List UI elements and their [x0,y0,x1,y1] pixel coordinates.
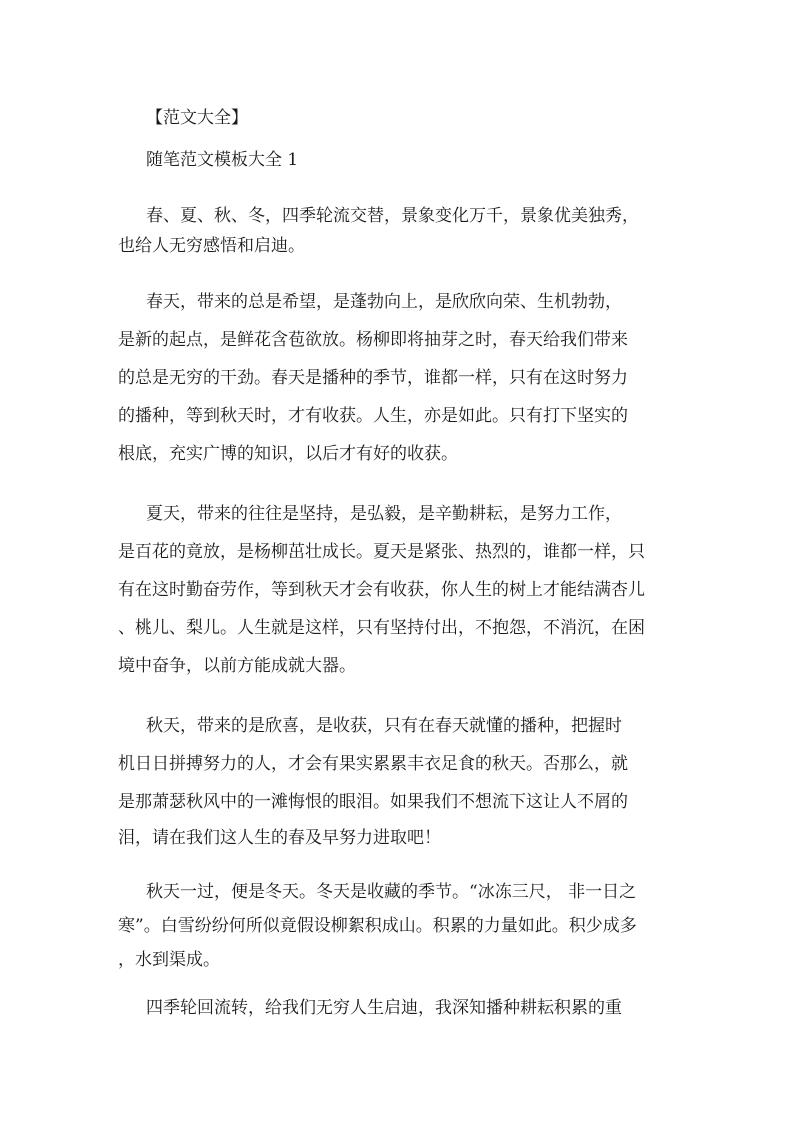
paragraph-1-line-2: 也给人无穷感悟和启迪。 [118,236,305,256]
paragraph-2-line-4: 的播种，等到秋天时，才有收获。人生，亦是如此。只有打下坚实的 [118,406,628,426]
paragraph-2-line-2: 是新的起点，是鲜花含苞欲放。杨柳即将抽芽之时，春天给我们带来 [118,330,628,350]
paragraph-3-line-5: 境中奋争，以前方能成就大器。 [118,656,356,676]
document-header: 【范文大全】 [146,108,248,128]
paragraph-3-line-3: 有在这时勤奋劳作，等到秋天才会有收获，你人生的树上才能结满杏儿 [118,580,645,600]
document-title: 随笔范文模板大全 1 [146,150,299,170]
paragraph-4-line-1: 秋天，带来的是欣喜，是收获，只有在春天就懂的播种，把握时 [146,716,622,736]
paragraph-2-line-1: 春天，带来的总是希望，是蓬勃向上，是欣欣向荣、生机勃勃， [146,292,622,312]
paragraph-5-line-1: 秋天一过，便是冬天。冬天是收藏的季节。“冰冻三尺， 非一日之 [146,882,637,902]
paragraph-4-line-4: 泪，请在我们这人生的春及早努力进取吧！ [118,828,441,848]
paragraph-3-line-2: 是百花的竟放，是杨柳茁壮成长。夏天是紧张、热烈的，谁都一样，只 [118,542,645,562]
paragraph-5-line-2: 寒”。白雪纷纷何所似竟假设柳絮积成山。积累的力量如此。积少成多 [118,916,637,936]
paragraph-5-line-3: ，水到渠成。 [118,950,220,970]
paragraph-4-line-2: 机日日拼搏努力的人，才会有果实累累丰衣足食的秋天。否那么，就 [118,754,628,774]
paragraph-6-line-1: 四季轮回流转，给我们无穷人生启迪，我深知播种耕耘积累的重 [146,998,622,1018]
paragraph-3-line-4: 、桃儿、梨儿。人生就是这样，只有坚持付出，不抱怨，不消沉，在困 [118,618,645,638]
paragraph-3-line-1: 夏天，带来的往往是坚持，是弘毅，是辛勤耕耘，是努力工作， [146,504,622,524]
paragraph-1-line-1: 春、夏、秋、冬，四季轮流交替，景象变化万千，景象优美独秀， [146,206,639,226]
paragraph-2-line-5: 根底，充实广博的知识，以后才有好的收获。 [118,444,458,464]
paragraph-4-line-3: 是那萧瑟秋风中的一滩悔恨的眼泪。如果我们不想流下这让人不屑的 [118,792,628,812]
paragraph-2-line-3: 的总是无穷的干劲。春天是播种的季节，谁都一样，只有在这时努力 [118,368,628,388]
